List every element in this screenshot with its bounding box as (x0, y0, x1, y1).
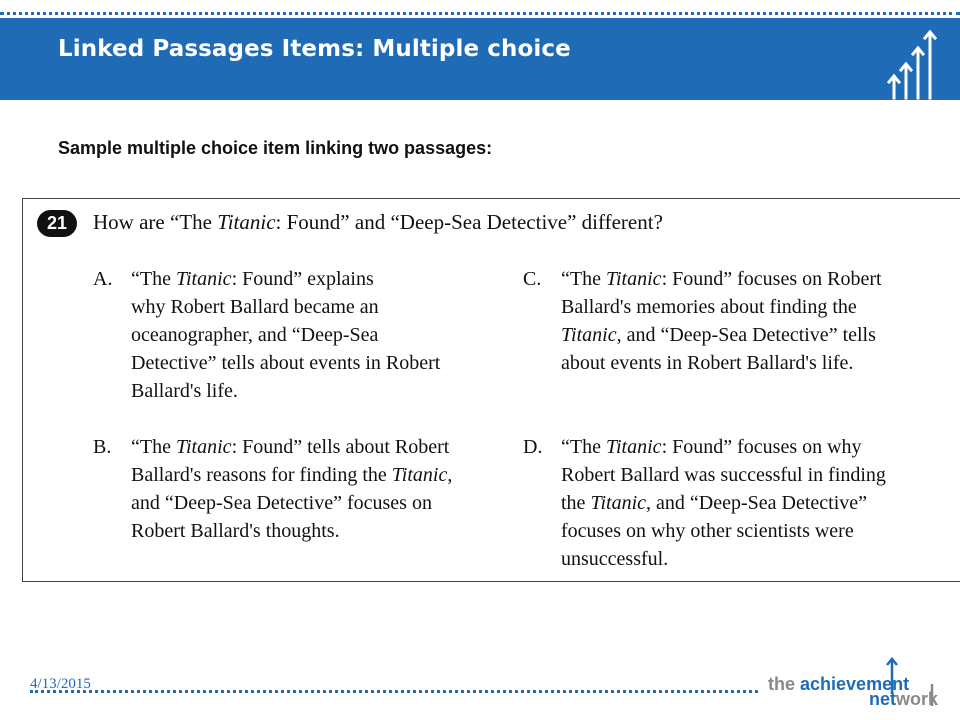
choice-line: unsuccessful. (561, 548, 669, 570)
logo-arrow-icon (886, 656, 898, 696)
choice-line: “The Titanic: Found” focuses on Robert (561, 268, 882, 290)
the-achievement-network-logo (768, 656, 948, 712)
choice-line: Ballard's reasons for finding the Titanic, (131, 464, 453, 486)
top-dotted-rule (0, 12, 960, 15)
choice-text (131, 265, 521, 405)
choice-line: Titanic, and “Deep-Sea Detective” tells (561, 324, 876, 346)
logo-text-line2: network (869, 689, 939, 709)
choice-letter: A. (93, 268, 113, 290)
question-number-badge: 21 (37, 210, 77, 237)
rising-arrows-icon (886, 26, 938, 100)
logo-text-line1: the achievement (768, 674, 910, 694)
choice-line: “The Titanic: Found” tells about Robert (131, 436, 450, 458)
choice-line: why Robert Ballard became an (131, 296, 379, 318)
choice-line: “The Titanic: Found” explains (131, 268, 374, 290)
question-item (22, 198, 960, 582)
choice-line: the Titanic, and “Deep-Sea Detective” (561, 492, 868, 514)
choice-letter: C. (523, 268, 542, 290)
choice-line: focuses on why other scientists were (561, 520, 854, 542)
footer-date: 4/13/2015 (30, 676, 91, 692)
logo-bar-icon (928, 684, 936, 706)
choice-line: and “Deep-Sea Detective” focuses on (131, 492, 432, 514)
footer-dotted-rule (30, 690, 758, 693)
choice-line: “The Titanic: Found” focuses on why (561, 436, 862, 458)
choice-line: about events in Robert Ballard's life. (561, 352, 854, 374)
choice-line: Robert Ballard's thoughts. (131, 520, 340, 542)
slide-subtitle: Sample multiple choice item linking two passages: (58, 138, 493, 158)
choice-text (561, 433, 951, 573)
choice-line: Ballard's life. (131, 380, 238, 402)
slide-title: Linked Passages Items: Multiple choice (58, 36, 571, 62)
choice-letter: B. (93, 436, 112, 458)
choice-line: Detective” tells about events in Robert (131, 352, 441, 374)
choice-line: Ballard's memories about finding the (561, 296, 857, 318)
question-stem: How are “The Titanic: Found” and “Deep-Sea Detective” different? (93, 210, 663, 234)
choice-text (131, 433, 521, 545)
choice-line: oceanographer, and “Deep-Sea (131, 324, 379, 346)
choice-letter: D. (523, 436, 543, 458)
choice-text (561, 265, 951, 377)
choice-line: Robert Ballard was successful in finding (561, 464, 886, 486)
